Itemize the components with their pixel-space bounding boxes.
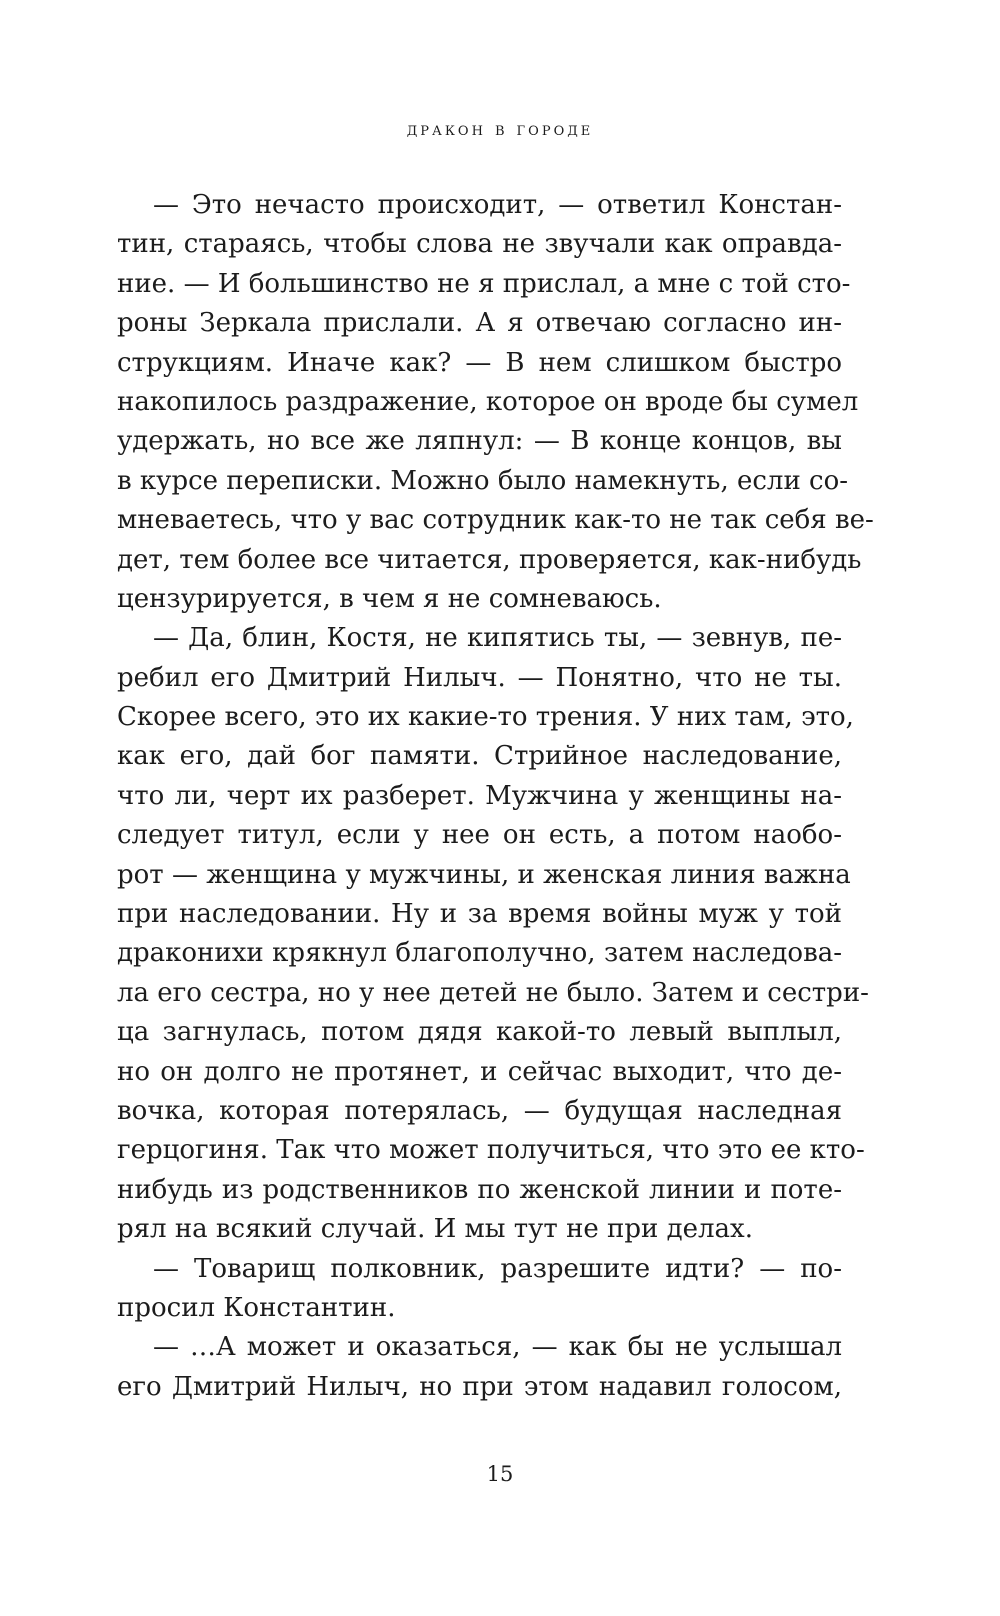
text-line: мневаетесь, что у вас сотрудник как-то не так себя ве- <box>117 505 874 536</box>
text-line: накопилось раздражение, которое он вроде бы сумел <box>117 386 859 417</box>
text-line: цензурируется, в чем я не сомневаюсь. <box>117 583 662 614</box>
text-line: ла его сестра, но у нее детей не было. Затем и сестри- <box>117 977 869 1008</box>
text-line: — Товарищ полковник, разрешите идти? — по- <box>153 1253 842 1284</box>
text-line: в курсе переписки. Можно было намекнуть, если со- <box>117 465 849 496</box>
text-line: роны Зеркала прислали. А я отвечаю согласно ин- <box>117 308 842 339</box>
text-line: — …А может и оказаться, — как бы не услышал <box>153 1332 842 1363</box>
text-line: рот — женщина у мужчины, и женская линия важна <box>117 859 851 890</box>
text-line: его Дмитрий Нилыч, но при этом надавил голосом, <box>117 1371 842 1402</box>
text-line: герцогиня. Так что может получиться, что это ее кто- <box>117 1135 865 1166</box>
text-line: удержать, но все же ляпнул: — В конце концов, вы <box>117 426 842 457</box>
text-line: ребил его Дмитрий Нилыч. — Понятно, что не ты. <box>117 662 842 693</box>
text-line: — Это нечасто происходит, — ответил Констан- <box>153 190 842 220</box>
text-line: ца загнулась, потом дядя какой-то левый выплыл, <box>117 1017 842 1048</box>
text-line: просил Константин. <box>117 1292 396 1323</box>
text-line: струкциям. Иначе как? — В нем слишком быстро <box>117 347 842 378</box>
text-line: нибудь из родственников по женской линии и поте- <box>117 1174 842 1205</box>
page-number: 15 <box>486 1462 514 1486</box>
text-line: как его, дай бог памяти. Стрийное наследование, <box>117 741 842 772</box>
text-line: что ли, черт их разберет. Мужчина у женщины на- <box>117 780 842 811</box>
text-line: но он долго не протянет, и сейчас выходит, что де- <box>117 1056 842 1087</box>
text-line: тин, стараясь, чтобы слова не звучали как оправда- <box>117 229 842 260</box>
running-head: дракон в городе <box>406 118 594 140</box>
text-line: дет, тем более все читается, проверяется, как-нибудь <box>117 544 862 575</box>
text-line: драконихи крякнул благополучно, затем наследова- <box>117 938 842 969</box>
text-line: Скорее всего, это их какие-то трения. У них там, это, <box>117 702 854 733</box>
text-line: следует титул, если у нее он есть, а потом наобо- <box>117 820 842 851</box>
text-line: — Да, блин, Костя, не кипятись ты, — зевнув, пе- <box>153 623 842 654</box>
body-text <box>117 186 874 1407</box>
text-line: ние. — И большинство не я прислал, а мне с той сто- <box>117 268 851 299</box>
text-line: рял на всякий случай. И мы тут не при делах. <box>117 1214 753 1245</box>
text-line: при наследовании. Ну и за время войны муж у той <box>117 899 842 930</box>
text-line: вочка, которая потерялась, — будущая наследная <box>117 1095 842 1126</box>
